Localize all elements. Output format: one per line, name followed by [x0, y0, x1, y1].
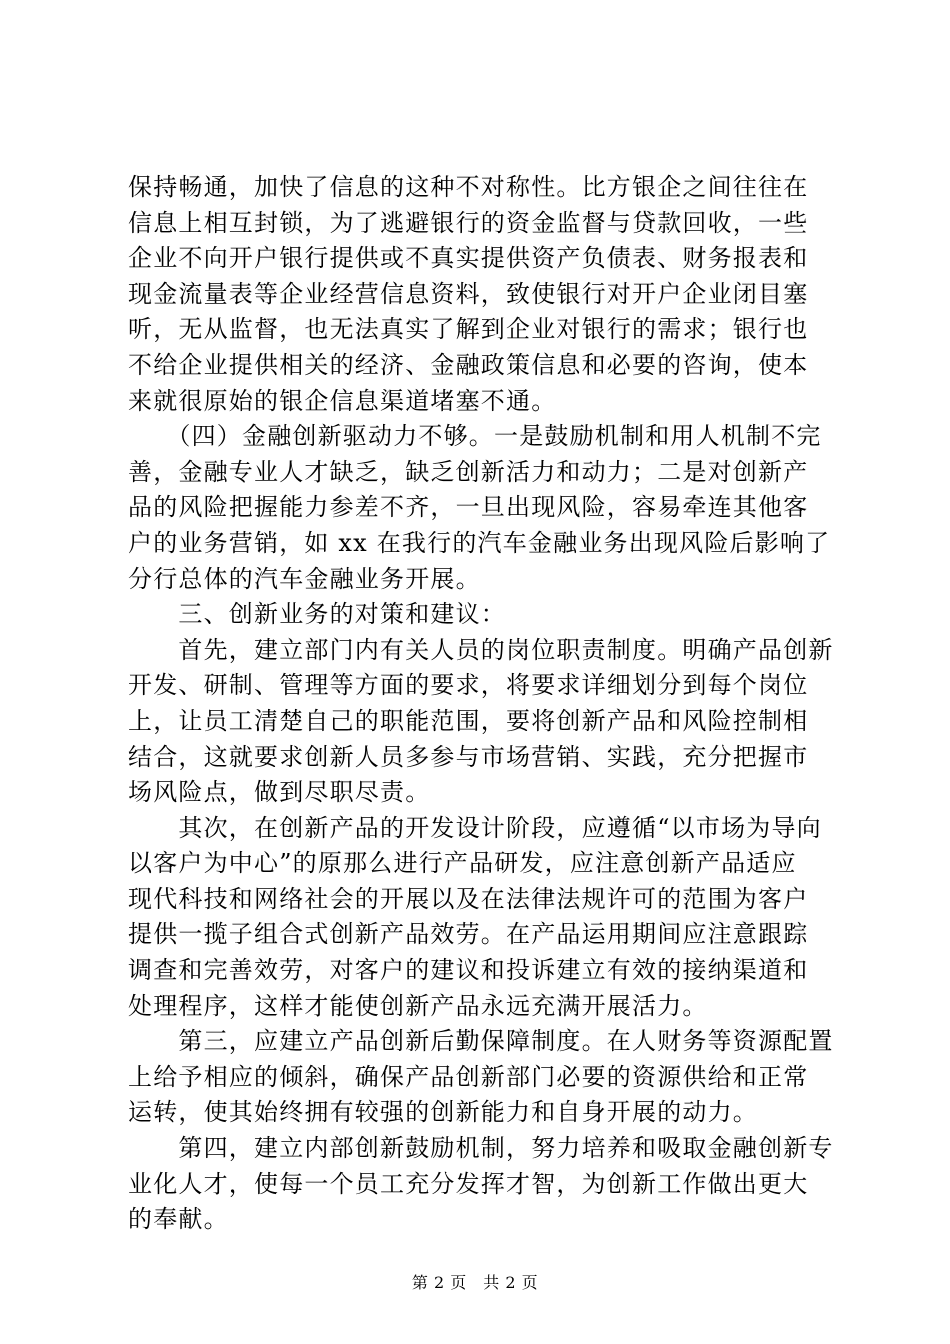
- text-line: 上给予相应的倾斜，确保产品创新部门必要的资源供给和正常: [128, 1062, 809, 1091]
- text-line: 来就很原始的银企信息渠道堵塞不通。: [128, 386, 557, 415]
- page-footer: 第 2 页 共 2 页: [411, 1273, 539, 1292]
- text-line: 开发、研制、管理等方面的要求，将要求详细划分到每个岗位: [128, 671, 809, 700]
- text-line: 现金流量表等企业经营信息资料，致使银行对开户企业闭目塞: [128, 279, 809, 308]
- text-line: 善，金融专业人才缺乏，缺乏创新活力和动力；二是对创新产: [128, 457, 809, 486]
- text-line: 场风险点，做到尽职尽责。: [128, 778, 431, 807]
- section-heading: 三、创新业务的对策和建议：: [128, 600, 506, 629]
- text-line: 运转，使其始终拥有较强的创新能力和自身开展的动力。: [128, 1098, 758, 1127]
- text-line: 第三，应建立产品创新后勤保障制度。在人财务等资源配置: [128, 1027, 834, 1056]
- text-line: 不给企业提供相关的经济、金融政策信息和必要的咨询，使本: [128, 350, 809, 379]
- text-line: 以客户为中心”的原那么进行产品研发，应注意创新产品适应: [128, 849, 797, 878]
- text-line: 提供一揽子组合式创新产品效劳。在产品运用期间应注意跟踪: [128, 920, 809, 949]
- text-line: 上，让员工清楚自己的职能范围，要将创新产品和风险控制相: [128, 706, 809, 735]
- body-text: [128, 170, 834, 1238]
- text-line: 户的业务营销，如 xx 在我行的汽车金融业务出现风险后影响了: [128, 528, 831, 557]
- text-line: 的奉献。: [128, 1205, 229, 1234]
- text-line: 信息上相互封锁，为了逃避银行的资金监督与贷款回收，一些: [128, 208, 809, 237]
- text-line: 结合，这就要求创新人员多参与市场营销、实践，充分把握市: [128, 742, 809, 771]
- text-line: 首先，建立部门内有关人员的岗位职责制度。明确产品创新: [128, 635, 834, 664]
- text-line: 业化人才，使每一个员工充分发挥才智，为创新工作做出更大: [128, 1169, 809, 1198]
- text-line: 听，无从监督，也无法真实了解到企业对银行的需求；银行也: [128, 315, 809, 344]
- text-line: 其次，在创新产品的开发设计阶段，应遵循“以市场为导向: [128, 813, 822, 842]
- text-line: 分行总体的汽车金融业务开展。: [128, 564, 481, 593]
- text-line: （四）金融创新驱动力不够。一是鼓励机制和用人机制不完: [128, 422, 822, 451]
- text-line: 现代科技和网络社会的开展以及在法律法规许可的范围为客户: [128, 884, 809, 913]
- text-line: 调查和完善效劳，对客户的建议和投诉建立有效的接纳渠道和: [128, 956, 809, 985]
- text-line: 品的风险把握能力参差不齐，一旦出现风险，容易牵连其他客: [128, 493, 809, 522]
- text-line: 处理程序，这样才能使创新产品永远充满开展活力。: [128, 991, 708, 1020]
- text-line: 第四，建立内部创新鼓励机制，努力培养和吸取金融创新专: [128, 1134, 834, 1163]
- text-line: 企业不向开户银行提供或不真实提供资产负债表、财务报表和: [128, 244, 809, 273]
- text-line: 保持畅通，加快了信息的这种不对称性。比方银企之间往往在: [128, 173, 809, 201]
